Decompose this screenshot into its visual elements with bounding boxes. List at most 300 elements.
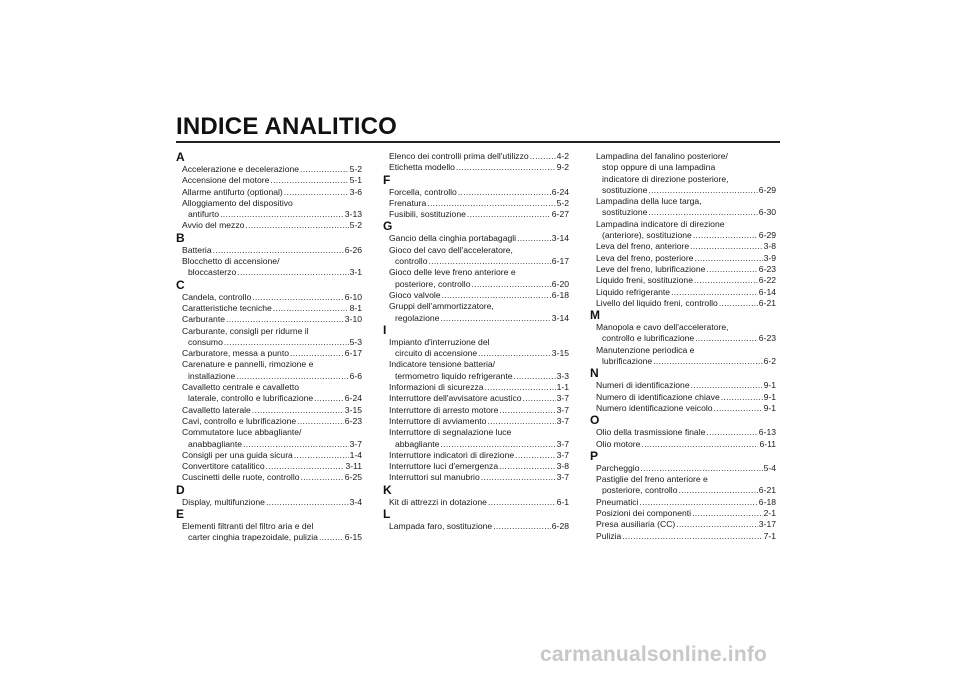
index-entry <box>383 198 569 209</box>
dot-leader <box>243 439 349 450</box>
entry-text: Interruttori sul manubrio <box>389 472 480 483</box>
dot-leader <box>692 508 763 519</box>
page-number: 3-7 <box>556 393 569 404</box>
index-entry <box>383 233 569 244</box>
page-number: 6-13 <box>758 427 776 438</box>
entry-text: Allarme antifurto (optional) <box>182 186 283 197</box>
page-number: 3-7 <box>556 472 569 483</box>
entry-text: sostituzione <box>602 207 648 218</box>
page-number: 6-18 <box>758 496 776 507</box>
entry-text: indicatore di direzione posteriore, <box>602 173 729 184</box>
dot-leader <box>488 497 556 508</box>
page-number: 4-2 <box>556 151 569 161</box>
index-entry <box>590 380 776 391</box>
page-number: 6-25 <box>344 472 362 483</box>
index-entry <box>176 256 362 279</box>
dot-leader <box>284 187 349 198</box>
index-entry <box>590 196 776 219</box>
index-column-3 <box>590 151 776 542</box>
dot-leader <box>706 264 757 275</box>
page-title: INDICE ANALITICO <box>176 113 397 140</box>
entry-text: Gioco valvole <box>389 289 441 300</box>
dot-leader <box>224 337 349 348</box>
page-number: 6-26 <box>344 244 362 255</box>
page-number: 6-20 <box>551 278 569 289</box>
entry-text: (anteriore), sostituzione <box>602 230 692 241</box>
dot-leader <box>523 393 556 404</box>
section-letter: P <box>590 448 599 463</box>
page-number: 5-2 <box>556 197 569 208</box>
dot-leader <box>719 298 758 309</box>
page-number: 6-18 <box>551 289 569 300</box>
index-entry <box>176 359 362 382</box>
entry-text: Liquido freni, sostituzione <box>596 275 693 286</box>
dot-leader <box>294 450 349 461</box>
page-number: 9-1 <box>763 391 776 402</box>
dot-leader <box>266 497 349 508</box>
entry-text: Olio della trasmissione finale <box>596 427 706 438</box>
index-entry <box>590 298 776 309</box>
title-rule <box>176 141 780 143</box>
dot-leader <box>319 532 344 543</box>
index-entry <box>383 245 569 268</box>
dot-leader <box>517 233 551 244</box>
index-entry <box>383 209 569 220</box>
index-entry <box>590 275 776 286</box>
entry-text: Lampadina indicatore di direzione <box>596 218 725 229</box>
dot-leader <box>300 164 349 175</box>
dot-leader <box>515 450 555 461</box>
index-column-1 <box>176 151 362 544</box>
entry-text: Fusibili, sostituzione <box>389 209 466 220</box>
dot-leader <box>693 230 758 241</box>
index-entry <box>176 187 362 198</box>
entry-text: Gioco del cavo dell'acceleratore, <box>389 244 513 255</box>
entry-text: stop oppure di una lampadina <box>602 162 716 173</box>
page-number: 9-2 <box>556 162 569 173</box>
index-entry <box>176 461 362 472</box>
section-letter: F <box>383 172 391 187</box>
entry-text: Accelerazione e decelerazione <box>182 164 300 174</box>
entry-text: carter cinghia trapezoidale, pulizia <box>188 532 318 543</box>
page-number: 3-7 <box>556 404 569 415</box>
index-entry <box>590 287 776 298</box>
index-entry <box>176 164 362 175</box>
index-entry <box>383 416 569 427</box>
entry-text: Carburante <box>182 314 225 325</box>
section-letter: B <box>176 230 185 245</box>
index-entry <box>590 474 776 497</box>
entry-text: installazione <box>188 370 236 381</box>
page-number: 3-8 <box>763 241 776 252</box>
page-number: 3-8 <box>556 461 569 472</box>
index-entry <box>590 463 776 474</box>
entry-text: Forcella, controllo <box>389 186 457 197</box>
index-entry <box>176 175 362 186</box>
dot-leader <box>714 403 763 414</box>
index-entry <box>176 497 362 508</box>
page-number: 3-3 <box>556 370 569 381</box>
entry-text: Commutatore luce abbagliante/ <box>182 427 302 438</box>
page-number: 3-7 <box>556 449 569 460</box>
entry-text: Leve del freno, lubrificazione <box>596 263 706 274</box>
entry-text: Cavalletto centrale e cavalletto <box>182 382 300 393</box>
page-number: 3-15 <box>551 348 569 359</box>
dot-leader <box>213 245 344 256</box>
dot-leader <box>252 405 344 416</box>
entry-text: Gancio della cinghia portabagagli <box>389 233 517 244</box>
entry-text: Manutenzione periodica e <box>596 344 695 355</box>
entry-text: antifurto <box>188 209 220 220</box>
index-entry <box>176 521 362 544</box>
index-entry <box>176 326 362 349</box>
page-number: 3-14 <box>551 312 569 323</box>
index-entry <box>383 162 569 173</box>
page-number: 3-17 <box>758 519 776 530</box>
page-number: 6-10 <box>344 291 362 302</box>
dot-leader <box>245 220 348 231</box>
index-entry <box>383 405 569 416</box>
entry-text: anabbagliante <box>188 438 243 449</box>
entry-text: consumo <box>188 336 223 347</box>
dot-leader <box>427 198 555 209</box>
entry-text: Pneumatici <box>596 496 639 507</box>
entry-text: Batteria <box>182 244 212 255</box>
index-entry <box>590 519 776 530</box>
index-entry <box>590 219 776 242</box>
dot-leader <box>695 333 758 344</box>
page-number: 3-11 <box>345 461 362 472</box>
index-entry <box>176 416 362 427</box>
watermark-text: carmanualsonline.info <box>540 643 768 666</box>
dot-leader <box>622 531 762 542</box>
dot-leader <box>236 371 348 382</box>
entry-text: Caratteristiche tecniche <box>182 302 272 313</box>
entry-text: Indicatore tensione batteria/ <box>389 359 496 370</box>
index-entry <box>176 472 362 483</box>
entry-text: Posizioni dei componenti <box>596 508 692 519</box>
dot-leader <box>481 472 556 483</box>
entry-text: controllo <box>395 256 428 267</box>
page-number: 6-6 <box>349 370 362 381</box>
page-number: 6-28 <box>551 521 569 532</box>
entry-text: sostituzione <box>602 184 648 195</box>
entry-text: Leva del freno, anteriore <box>596 241 690 252</box>
entry-text: Alloggiamento del dispositivo <box>182 197 293 208</box>
dot-leader <box>467 209 551 220</box>
entry-text: Carburatore, messa a punto <box>182 348 290 359</box>
page-number: 6-11 <box>759 438 776 449</box>
index-entry <box>590 151 776 196</box>
entry-text: Leva del freno, posteriore <box>596 252 694 263</box>
page-number: 9-1 <box>763 380 776 391</box>
index-entry <box>176 314 362 325</box>
page-number: 5-2 <box>349 220 362 231</box>
index-entry <box>176 382 362 405</box>
dot-leader <box>678 485 757 496</box>
page-number: 6-2 <box>763 356 776 367</box>
index-entry <box>383 450 569 461</box>
page-number: 6-27 <box>551 209 569 220</box>
index-entry <box>590 439 776 450</box>
page-number: 6-24 <box>551 186 569 197</box>
dot-leader <box>706 427 757 438</box>
page-number: 3-4 <box>349 496 362 507</box>
index-entry <box>590 345 776 368</box>
index-entry <box>176 427 362 450</box>
section-letter: O <box>590 413 600 428</box>
dot-leader <box>691 380 763 391</box>
dot-leader <box>487 416 555 427</box>
entry-text: Manopola e cavo dell'acceleratore, <box>596 322 729 333</box>
entry-text: Interruttore indicatori di direzione <box>389 449 515 460</box>
dot-leader <box>721 392 763 403</box>
entry-text: circuito di accensione <box>395 348 478 359</box>
entry-text: Impianto d'interruzione del <box>389 336 490 347</box>
dot-leader <box>676 519 758 530</box>
index-entry <box>383 427 569 450</box>
dot-leader <box>514 371 556 382</box>
page-number: 6-17 <box>344 348 362 359</box>
dot-leader <box>440 439 555 450</box>
dot-leader <box>499 461 555 472</box>
page-number: 5-4 <box>763 462 776 473</box>
page-number: 6-15 <box>344 532 362 543</box>
dot-leader <box>440 313 550 324</box>
dot-leader <box>458 187 551 198</box>
page-number: 6-24 <box>344 393 362 404</box>
dot-leader <box>266 461 345 472</box>
section-letter: N <box>590 366 599 381</box>
entry-text: Interruttore luci d'emergenza <box>389 461 499 472</box>
entry-text: Consigli per una guida sicura <box>182 449 293 460</box>
page-number: 6-29 <box>758 184 776 195</box>
index-entry <box>590 253 776 264</box>
page-number: 3-1 <box>349 267 362 278</box>
entry-text: termometro liquido refrigerante <box>395 370 513 381</box>
dot-leader <box>694 275 758 286</box>
index-entry <box>176 450 362 461</box>
index-entry <box>383 461 569 472</box>
entry-text: Carburante, consigli per ridurne il <box>182 325 309 336</box>
dot-leader <box>694 253 762 264</box>
entry-text: Interruttore di arresto motore <box>389 404 499 415</box>
dot-leader <box>297 416 344 427</box>
entry-text: Accensione del motore <box>182 175 270 186</box>
dot-leader <box>485 382 556 393</box>
index-entry <box>383 472 569 483</box>
page-number: 6-14 <box>758 286 776 297</box>
entry-text: Interruttore dell'avvisatore acustico <box>389 393 522 404</box>
entry-text: Pulizia <box>596 530 622 541</box>
page-number: 3-13 <box>344 209 362 220</box>
entry-text: Avvio del mezzo <box>182 220 245 231</box>
entry-text: Cavi, controllo e lubrificazione <box>182 415 297 426</box>
entry-text: Candela, controllo <box>182 291 252 302</box>
dot-leader <box>252 292 344 303</box>
index-entry <box>176 245 362 256</box>
page-number: 6-22 <box>758 275 776 286</box>
dot-leader <box>301 472 344 483</box>
dot-leader <box>226 314 344 325</box>
page-number: 6-23 <box>758 263 776 274</box>
entry-text: Lampada faro, sostituzione <box>389 521 493 532</box>
index-entry <box>383 187 569 198</box>
page-number: 2-1 <box>763 508 776 519</box>
index-entry <box>590 508 776 519</box>
entry-text: Lampadina della luce targa, <box>596 196 702 207</box>
page-number: 3-7 <box>556 415 569 426</box>
index-entry <box>590 427 776 438</box>
index-entry <box>590 392 776 403</box>
dot-leader <box>641 439 758 450</box>
entry-text: laterale, controllo e lubrificazione <box>188 393 314 404</box>
entry-text: Parcheggio <box>596 462 640 473</box>
page-number: 3-15 <box>344 404 362 415</box>
page-number: 3-6 <box>349 186 362 197</box>
entry-text: Etichetta modello <box>389 162 455 173</box>
dot-leader <box>640 497 758 508</box>
dot-leader <box>471 279 550 290</box>
page-number: 3-14 <box>551 233 569 244</box>
entry-text: controllo e lubrificazione <box>602 333 695 344</box>
dot-leader <box>220 209 344 220</box>
dot-leader <box>671 287 758 298</box>
entry-text: Pastiglie del freno anteriore e <box>596 474 708 485</box>
section-letter: G <box>383 219 393 234</box>
entry-text: regolazione <box>395 312 440 323</box>
entry-text: Display, multifunzione <box>182 496 265 507</box>
index-entry <box>383 393 569 404</box>
page-number: 8-1 <box>349 302 362 313</box>
index-entry <box>176 292 362 303</box>
entry-text: Informazioni di sicurezza <box>389 382 484 393</box>
dot-leader <box>648 207 757 218</box>
entry-text: Presa ausiliaria (CC) <box>596 519 676 530</box>
index-entry <box>590 403 776 414</box>
index-entry <box>383 337 569 360</box>
entry-text: Olio motore <box>596 438 641 449</box>
dot-leader <box>640 463 762 474</box>
dot-leader <box>493 521 551 532</box>
page-number: 3-10 <box>344 314 362 325</box>
dot-leader <box>456 162 556 173</box>
index-entry <box>383 497 569 508</box>
page-number: 9-1 <box>763 402 776 413</box>
dot-leader <box>499 405 555 416</box>
entry-text: Kit di attrezzi in dotazione <box>389 496 487 507</box>
index-entry <box>383 359 569 382</box>
page-number: 6-21 <box>758 297 776 308</box>
page-number: 6-30 <box>758 207 776 218</box>
index-entry <box>590 264 776 275</box>
entry-text: Lampadina del fanalino posteriore/ <box>596 151 728 161</box>
page-number: 3-7 <box>556 438 569 449</box>
index-entry <box>383 521 569 532</box>
page-number: 5-2 <box>349 164 362 174</box>
dot-leader <box>648 185 757 196</box>
section-letter: D <box>176 482 185 497</box>
section-letter: C <box>176 277 185 292</box>
entry-text: Interruttore di segnalazione luce <box>389 427 512 438</box>
dot-leader <box>314 393 344 404</box>
entry-text: posteriore, controllo <box>602 485 678 496</box>
entry-text: Cuscinetti delle ruote, controllo <box>182 472 300 483</box>
dot-leader <box>428 256 550 267</box>
entry-text: Elenco dei controlli prima dell'utilizzo <box>389 151 529 161</box>
entry-text: Numeri di identificazione <box>596 380 690 391</box>
page-number: 6-1 <box>556 496 569 507</box>
index-entry <box>383 267 569 290</box>
entry-text: Livello del liquido freni, controllo <box>596 297 718 308</box>
index-entry <box>590 497 776 508</box>
page-number: 6-21 <box>758 485 776 496</box>
entry-text: Numero di identificazione chiave <box>596 391 720 402</box>
section-letter: L <box>383 507 391 522</box>
entry-text: Numero identificazione veicolo <box>596 402 713 413</box>
entry-text: lubrificazione <box>602 356 653 367</box>
dot-leader <box>270 175 348 186</box>
dot-leader <box>237 267 348 278</box>
index-entry <box>383 151 569 162</box>
dot-leader <box>530 151 556 162</box>
index-entry <box>590 241 776 252</box>
index-entry <box>590 531 776 542</box>
page-number: 3-7 <box>349 438 362 449</box>
page-number: 5-3 <box>349 336 362 347</box>
index-entry <box>383 301 569 324</box>
section-letter: E <box>176 507 185 522</box>
dot-leader <box>273 303 349 314</box>
entry-text: posteriore, controllo <box>395 278 471 289</box>
entry-text: Cavalletto laterale <box>182 404 251 415</box>
page-number: 6-23 <box>758 333 776 344</box>
page-number: 6-29 <box>758 230 776 241</box>
dot-leader <box>478 348 551 359</box>
index-entry <box>176 348 362 359</box>
entry-text: Gruppi dell'ammortizzatore, <box>389 301 494 312</box>
entry-text: Blocchetto di accensione/ <box>182 256 280 267</box>
entry-text: Carenature e pannelli, rimozione e <box>182 359 314 370</box>
page-number: 1-4 <box>349 449 362 460</box>
entry-text: Gioco delle leve freno anteriore e <box>389 267 516 278</box>
entry-text: Elementi filtranti del filtro aria e del <box>182 521 314 532</box>
section-letter: I <box>383 322 387 337</box>
dot-leader <box>653 356 762 367</box>
section-letter: K <box>383 482 392 497</box>
index-entry <box>383 290 569 301</box>
section-letter: A <box>176 150 185 164</box>
index-entry <box>176 303 362 314</box>
index-column-2 <box>383 151 569 532</box>
entry-text: Frenatura <box>389 197 427 208</box>
page-number: 6-17 <box>551 256 569 267</box>
dot-leader <box>290 348 344 359</box>
entry-text: bloccasterzo <box>188 267 237 278</box>
page-number: 5-1 <box>349 175 362 186</box>
index-entry <box>383 382 569 393</box>
page-number: 1-1 <box>556 382 569 393</box>
dot-leader <box>690 241 762 252</box>
entry-text: Convertitore catalitico <box>182 461 265 472</box>
entry-text: Interruttore di avviamento <box>389 415 487 426</box>
section-letter: M <box>590 308 600 323</box>
dot-leader <box>442 290 551 301</box>
index-entry <box>176 198 362 221</box>
page-number: 7-1 <box>763 530 776 541</box>
index-entry <box>176 220 362 231</box>
entry-text: Liquido refrigerante <box>596 286 671 297</box>
